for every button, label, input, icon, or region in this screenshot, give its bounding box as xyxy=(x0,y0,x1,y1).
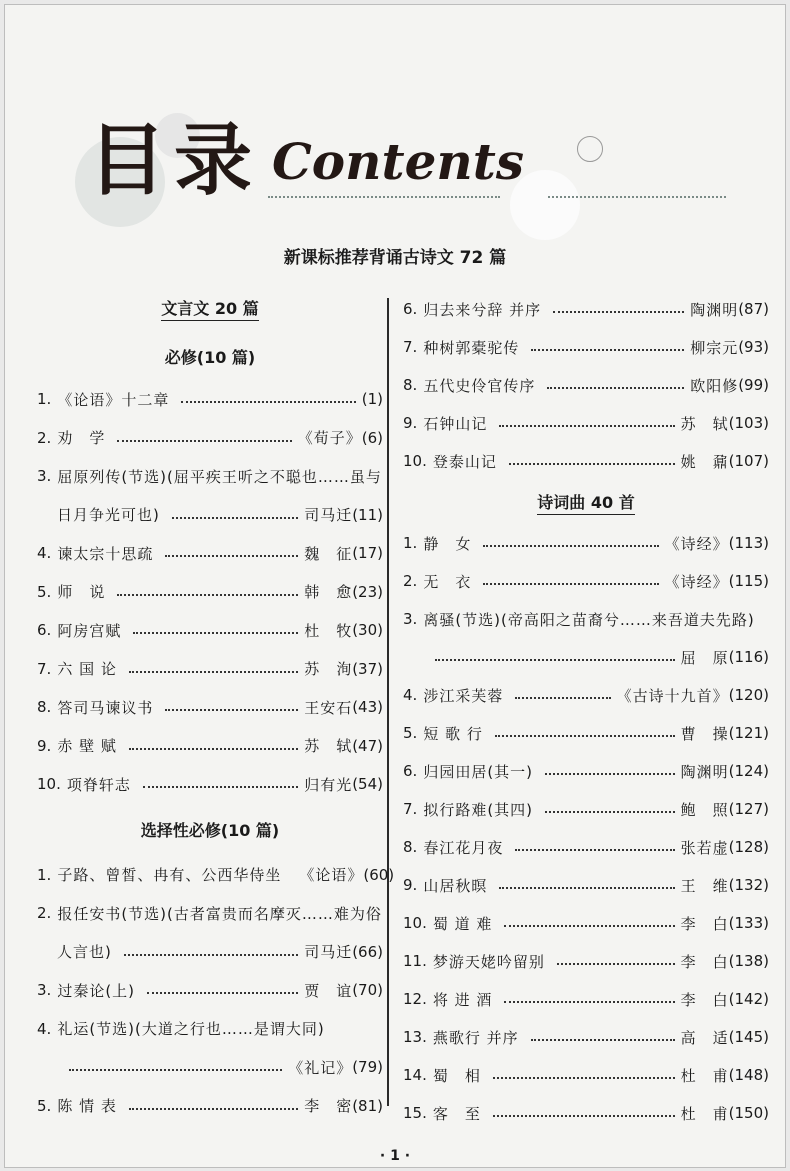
dot-leader xyxy=(504,1001,674,1003)
entry-number: 5. xyxy=(37,1096,52,1115)
toc-entry-continued[interactable] xyxy=(403,638,769,676)
entry-author: 苏 轼 xyxy=(680,414,729,433)
entry-title: 陈 情 表 xyxy=(57,1097,117,1116)
dot-leader xyxy=(143,786,298,788)
entry-author: 《古诗十九首》 xyxy=(616,686,729,705)
entry-page: (145) xyxy=(728,1028,769,1046)
entry-number: 14. xyxy=(403,1066,427,1084)
dot-leader xyxy=(129,671,298,673)
entry-title-continued: 日月争光可也) xyxy=(57,506,160,525)
entry-number: 6. xyxy=(403,300,418,318)
entry-page: (127) xyxy=(728,800,769,818)
toc-entry[interactable] xyxy=(403,1094,769,1132)
entry-author: 屈 原 xyxy=(680,648,729,667)
toc-entry[interactable] xyxy=(403,290,769,328)
entry-number: 15. xyxy=(403,1104,427,1122)
section-heading-text: 诗词曲 40 首 xyxy=(537,490,634,515)
toc-entry[interactable] xyxy=(37,1087,383,1126)
toc-entry-continued[interactable] xyxy=(37,933,383,972)
dot-leader xyxy=(69,1069,282,1071)
dot-leader xyxy=(499,887,674,889)
toc-entry[interactable] xyxy=(37,1010,383,1049)
entry-author: 张若虚 xyxy=(680,838,729,857)
toc-list-elective-cont xyxy=(403,290,769,480)
toc-entry[interactable] xyxy=(403,600,769,638)
page-title-chinese: 目录 xyxy=(88,116,261,206)
entry-title: 六 国 论 xyxy=(57,660,117,679)
entry-title-continued: 人言也) xyxy=(57,943,112,962)
toc-entry[interactable] xyxy=(403,1056,769,1094)
toc-entry[interactable] xyxy=(403,714,769,752)
entry-title: 阿房宫赋 xyxy=(57,621,122,640)
entry-author: 归有光 xyxy=(304,775,353,794)
entry-title: 离骚(节选)(帝高阳之苗裔兮……来吾道夫先路) xyxy=(423,610,755,629)
entry-author: 姚 鼐 xyxy=(680,452,729,471)
dot-leader xyxy=(547,387,684,389)
entry-author: 欧阳修 xyxy=(690,376,739,395)
toc-entry[interactable] xyxy=(403,524,769,562)
entry-page: (47) xyxy=(352,736,383,755)
toc-entry[interactable] xyxy=(37,856,395,895)
toc-entry[interactable] xyxy=(37,894,383,933)
entry-title: 登泰山记 xyxy=(432,452,497,471)
entry-number: 8. xyxy=(37,698,52,717)
entry-page: (150) xyxy=(728,1104,769,1122)
entry-author: 李 白 xyxy=(680,914,729,933)
entry-title: 春江花月夜 xyxy=(423,838,504,857)
entry-page: (37) xyxy=(352,659,383,678)
entry-page: (128) xyxy=(728,838,769,856)
entry-page: (60) xyxy=(363,865,395,884)
entry-page: (30) xyxy=(352,621,383,640)
entry-title: 蜀 相 xyxy=(432,1066,481,1085)
page-number: · 1 · xyxy=(379,1148,411,1164)
entry-page: (116) xyxy=(728,648,769,666)
entry-author: 王安石 xyxy=(304,698,353,717)
entry-number: 10. xyxy=(403,452,427,470)
entry-title: 项脊轩志 xyxy=(66,775,131,794)
toc-entry[interactable] xyxy=(37,419,383,458)
toc-entry[interactable] xyxy=(403,562,769,600)
decorative-dotted-line xyxy=(548,196,726,198)
dot-leader xyxy=(531,1039,675,1041)
entry-page: (103) xyxy=(728,414,769,432)
entry-author: 柳宗元 xyxy=(690,338,739,357)
entry-author: 贾 谊 xyxy=(304,981,353,1000)
section-heading-text: 文言文 20 篇 xyxy=(161,296,258,321)
entry-number: 8. xyxy=(403,376,418,394)
toc-entry[interactable] xyxy=(403,1018,769,1056)
toc-entry[interactable] xyxy=(403,328,769,366)
dot-leader xyxy=(483,545,658,547)
toc-entry[interactable] xyxy=(37,971,383,1010)
toc-list-poetry xyxy=(403,524,769,1132)
toc-entry[interactable] xyxy=(37,650,383,689)
entry-page: (1) xyxy=(361,390,383,409)
entry-author: 《荀子》 xyxy=(297,429,362,448)
entry-title: 子路、曾皙、冉有、公西华侍坐 xyxy=(57,866,282,885)
toc-entry[interactable] xyxy=(37,688,383,727)
entry-number: 13. xyxy=(403,1028,427,1046)
entry-number: 7. xyxy=(403,338,418,356)
entry-number: 9. xyxy=(37,736,52,755)
dot-leader xyxy=(545,773,675,775)
entry-number: 3. xyxy=(37,467,52,486)
entry-title: 礼运(节选)(大道之行也……是谓大同) xyxy=(57,1020,325,1039)
entry-title: 报任安书(节选)(古者富贵而名摩灭……难为俗 xyxy=(57,904,382,923)
dot-leader xyxy=(531,349,684,351)
entry-page: (138) xyxy=(728,952,769,970)
entry-author: 苏 轼 xyxy=(304,737,353,756)
entry-title: 过秦论(上) xyxy=(57,981,136,1000)
section-heading xyxy=(37,284,383,332)
toc-list-required xyxy=(37,380,383,804)
entry-author: 司马迁 xyxy=(304,943,353,962)
entry-page: (11) xyxy=(352,505,383,524)
entry-author: 高 适 xyxy=(680,1028,729,1047)
toc-entry[interactable] xyxy=(37,457,383,496)
toc-entry[interactable] xyxy=(403,904,769,942)
entry-title: 短 歌 行 xyxy=(423,724,483,743)
entry-title: 蜀 道 难 xyxy=(432,914,493,933)
page-subtitle: 新课标推荐背诵古诗文 72 篇 xyxy=(283,248,507,268)
page-title-english: Contents xyxy=(272,132,525,191)
entry-page: (121) xyxy=(728,724,769,742)
entry-title: 种树郭橐驼传 xyxy=(423,338,520,357)
dot-leader xyxy=(117,440,291,442)
entry-title: 拟行路难(其四) xyxy=(423,800,534,819)
dot-leader xyxy=(483,583,658,585)
toc-entry[interactable] xyxy=(403,366,769,404)
entry-number: 6. xyxy=(37,621,52,640)
entry-author: 杜 甫 xyxy=(680,1104,729,1123)
entry-title: 答司马谏议书 xyxy=(57,698,154,717)
entry-number: 2. xyxy=(37,428,52,447)
entry-page: (107) xyxy=(728,452,769,470)
toc-entry[interactable] xyxy=(37,727,383,766)
entry-number: 1. xyxy=(37,865,52,884)
toc-entry[interactable] xyxy=(403,404,769,442)
entry-title: 赤 壁 赋 xyxy=(57,737,117,756)
entry-number: 1. xyxy=(37,390,52,409)
entry-number: 7. xyxy=(403,800,418,818)
dot-leader xyxy=(545,811,675,813)
toc-entry[interactable] xyxy=(403,676,769,714)
entry-author: 王 维 xyxy=(680,876,729,895)
entry-title: 五代史伶官传序 xyxy=(423,376,536,395)
entry-number: 2. xyxy=(37,904,52,923)
entry-author: 李 白 xyxy=(680,952,729,971)
toc-entry[interactable] xyxy=(37,380,383,419)
dot-leader xyxy=(165,709,298,711)
entry-author: 鲍 照 xyxy=(680,800,729,819)
entry-author: 曹 操 xyxy=(680,724,729,743)
entry-title: 燕歌行 并序 xyxy=(432,1028,519,1047)
dot-leader xyxy=(124,954,298,956)
toc-list-elective xyxy=(37,856,395,1126)
entry-title: 涉江采芙蓉 xyxy=(423,686,504,705)
toc-entry[interactable] xyxy=(37,765,383,804)
entry-number: 6. xyxy=(403,762,418,780)
column-divider xyxy=(387,298,389,1106)
entry-page: (115) xyxy=(728,572,769,590)
entry-number: 5. xyxy=(403,724,418,742)
toc-right-column xyxy=(403,290,769,1132)
entry-number: 3. xyxy=(403,610,418,628)
entry-number: 7. xyxy=(37,659,52,678)
entry-page: (148) xyxy=(728,1066,769,1084)
entry-number: 8. xyxy=(403,838,418,856)
dot-leader xyxy=(172,517,298,519)
dot-leader xyxy=(435,659,675,661)
entry-number: 9. xyxy=(403,414,418,432)
dot-leader xyxy=(165,555,298,557)
entry-title: 静 女 xyxy=(423,534,472,553)
entry-number: 1. xyxy=(403,534,418,552)
dot-leader xyxy=(499,425,674,427)
entry-page: (79) xyxy=(352,1058,383,1077)
dot-leader xyxy=(129,748,298,750)
entry-page: (99) xyxy=(738,376,769,394)
entry-page: (124) xyxy=(728,762,769,780)
entry-page: (81) xyxy=(352,1096,383,1115)
entry-title: 谏太宗十思疏 xyxy=(57,544,154,563)
toc-left-column xyxy=(37,284,395,1125)
entry-page: (23) xyxy=(352,582,383,601)
entry-author: 李 白 xyxy=(680,990,729,1009)
dot-leader xyxy=(493,1115,675,1117)
entry-page: (54) xyxy=(352,775,383,794)
toc-entry[interactable] xyxy=(37,573,383,612)
entry-number: 11. xyxy=(403,952,427,970)
decorative-ring xyxy=(577,136,603,162)
dot-leader xyxy=(129,1108,298,1110)
entry-author: 《礼记》 xyxy=(288,1058,353,1077)
dot-leader xyxy=(553,311,684,313)
subsection-heading: 必修(10 篇) xyxy=(164,347,256,367)
entry-title: 劝 学 xyxy=(57,429,106,448)
entry-page: (17) xyxy=(352,544,383,563)
entry-author: 苏 洵 xyxy=(304,660,353,679)
dot-leader xyxy=(504,925,674,927)
entry-page: (142) xyxy=(728,990,769,1008)
toc-entry[interactable] xyxy=(37,611,383,650)
entry-page: (6) xyxy=(361,428,383,447)
dot-leader xyxy=(133,632,298,634)
entry-page: (113) xyxy=(728,534,769,552)
entry-author: 陶渊明 xyxy=(680,762,729,781)
entry-author: 魏 征 xyxy=(304,544,353,563)
toc-entry[interactable] xyxy=(403,752,769,790)
entry-title: 归园田居(其一) xyxy=(423,762,534,781)
entry-author: 陶渊明 xyxy=(690,300,739,319)
entry-page: (133) xyxy=(728,914,769,932)
entry-title: 屈原列传(节选)(屈平疾王听之不聪也……虽与 xyxy=(57,467,382,486)
entry-author: 李 密 xyxy=(304,1097,353,1116)
toc-entry[interactable] xyxy=(403,790,769,828)
entry-number: 10. xyxy=(403,914,427,932)
section-heading xyxy=(403,480,769,524)
entry-author: 《诗经》 xyxy=(664,534,729,553)
entry-author: 杜 牧 xyxy=(304,621,353,640)
entry-number: 9. xyxy=(403,876,418,894)
entry-title: 《论语》十二章 xyxy=(57,390,170,409)
entry-author: 司马迁 xyxy=(304,506,353,525)
dot-leader xyxy=(147,992,298,994)
entry-title: 客 至 xyxy=(432,1104,481,1123)
toc-entry[interactable] xyxy=(403,442,769,480)
dot-leader xyxy=(515,849,674,851)
dot-leader xyxy=(515,697,610,699)
subsection-heading: 选择性必修(10 篇) xyxy=(140,821,280,840)
decorative-dotted-line xyxy=(268,196,500,198)
entry-number: 3. xyxy=(37,981,52,1000)
entry-page: (70) xyxy=(352,981,383,1000)
toc-entry[interactable] xyxy=(403,828,769,866)
toc-entry[interactable] xyxy=(37,534,383,573)
entry-author: 《论语》 xyxy=(299,866,364,885)
entry-page: (93) xyxy=(738,338,769,356)
entry-page: (87) xyxy=(738,300,769,318)
dot-leader xyxy=(181,401,355,403)
toc-entry-continued[interactable] xyxy=(37,1048,383,1087)
entry-title: 石钟山记 xyxy=(423,414,488,433)
dot-leader xyxy=(557,963,675,965)
entry-number: 12. xyxy=(403,990,427,1008)
entry-page: (120) xyxy=(728,686,769,704)
entry-author: 韩 愈 xyxy=(304,583,353,602)
entry-number: 5. xyxy=(37,582,52,601)
entry-number: 4. xyxy=(37,544,52,563)
dot-leader xyxy=(493,1077,675,1079)
toc-entry[interactable] xyxy=(403,980,769,1018)
dot-leader xyxy=(509,463,675,465)
toc-entry[interactable] xyxy=(403,866,769,904)
dot-leader xyxy=(117,594,298,596)
entry-page: (132) xyxy=(728,876,769,894)
entry-title: 将 进 酒 xyxy=(432,990,493,1009)
entry-title: 无 衣 xyxy=(423,572,472,591)
entry-number: 10. xyxy=(37,775,61,794)
entry-number: 4. xyxy=(403,686,418,704)
entry-title: 梦游天姥吟留别 xyxy=(432,952,545,971)
toc-entry[interactable] xyxy=(403,942,769,980)
entry-author: 《诗经》 xyxy=(664,572,729,591)
entry-title: 师 说 xyxy=(57,583,106,602)
entry-title: 山居秋暝 xyxy=(423,876,488,895)
entry-page: (43) xyxy=(352,698,383,717)
toc-entry-continued[interactable] xyxy=(37,496,383,535)
dot-leader xyxy=(495,735,675,737)
entry-page: (66) xyxy=(352,942,383,961)
entry-title: 归去来兮辞 并序 xyxy=(423,300,542,319)
entry-number: 2. xyxy=(403,572,418,590)
entry-author: 杜 甫 xyxy=(680,1066,729,1085)
entry-number: 4. xyxy=(37,1019,52,1038)
